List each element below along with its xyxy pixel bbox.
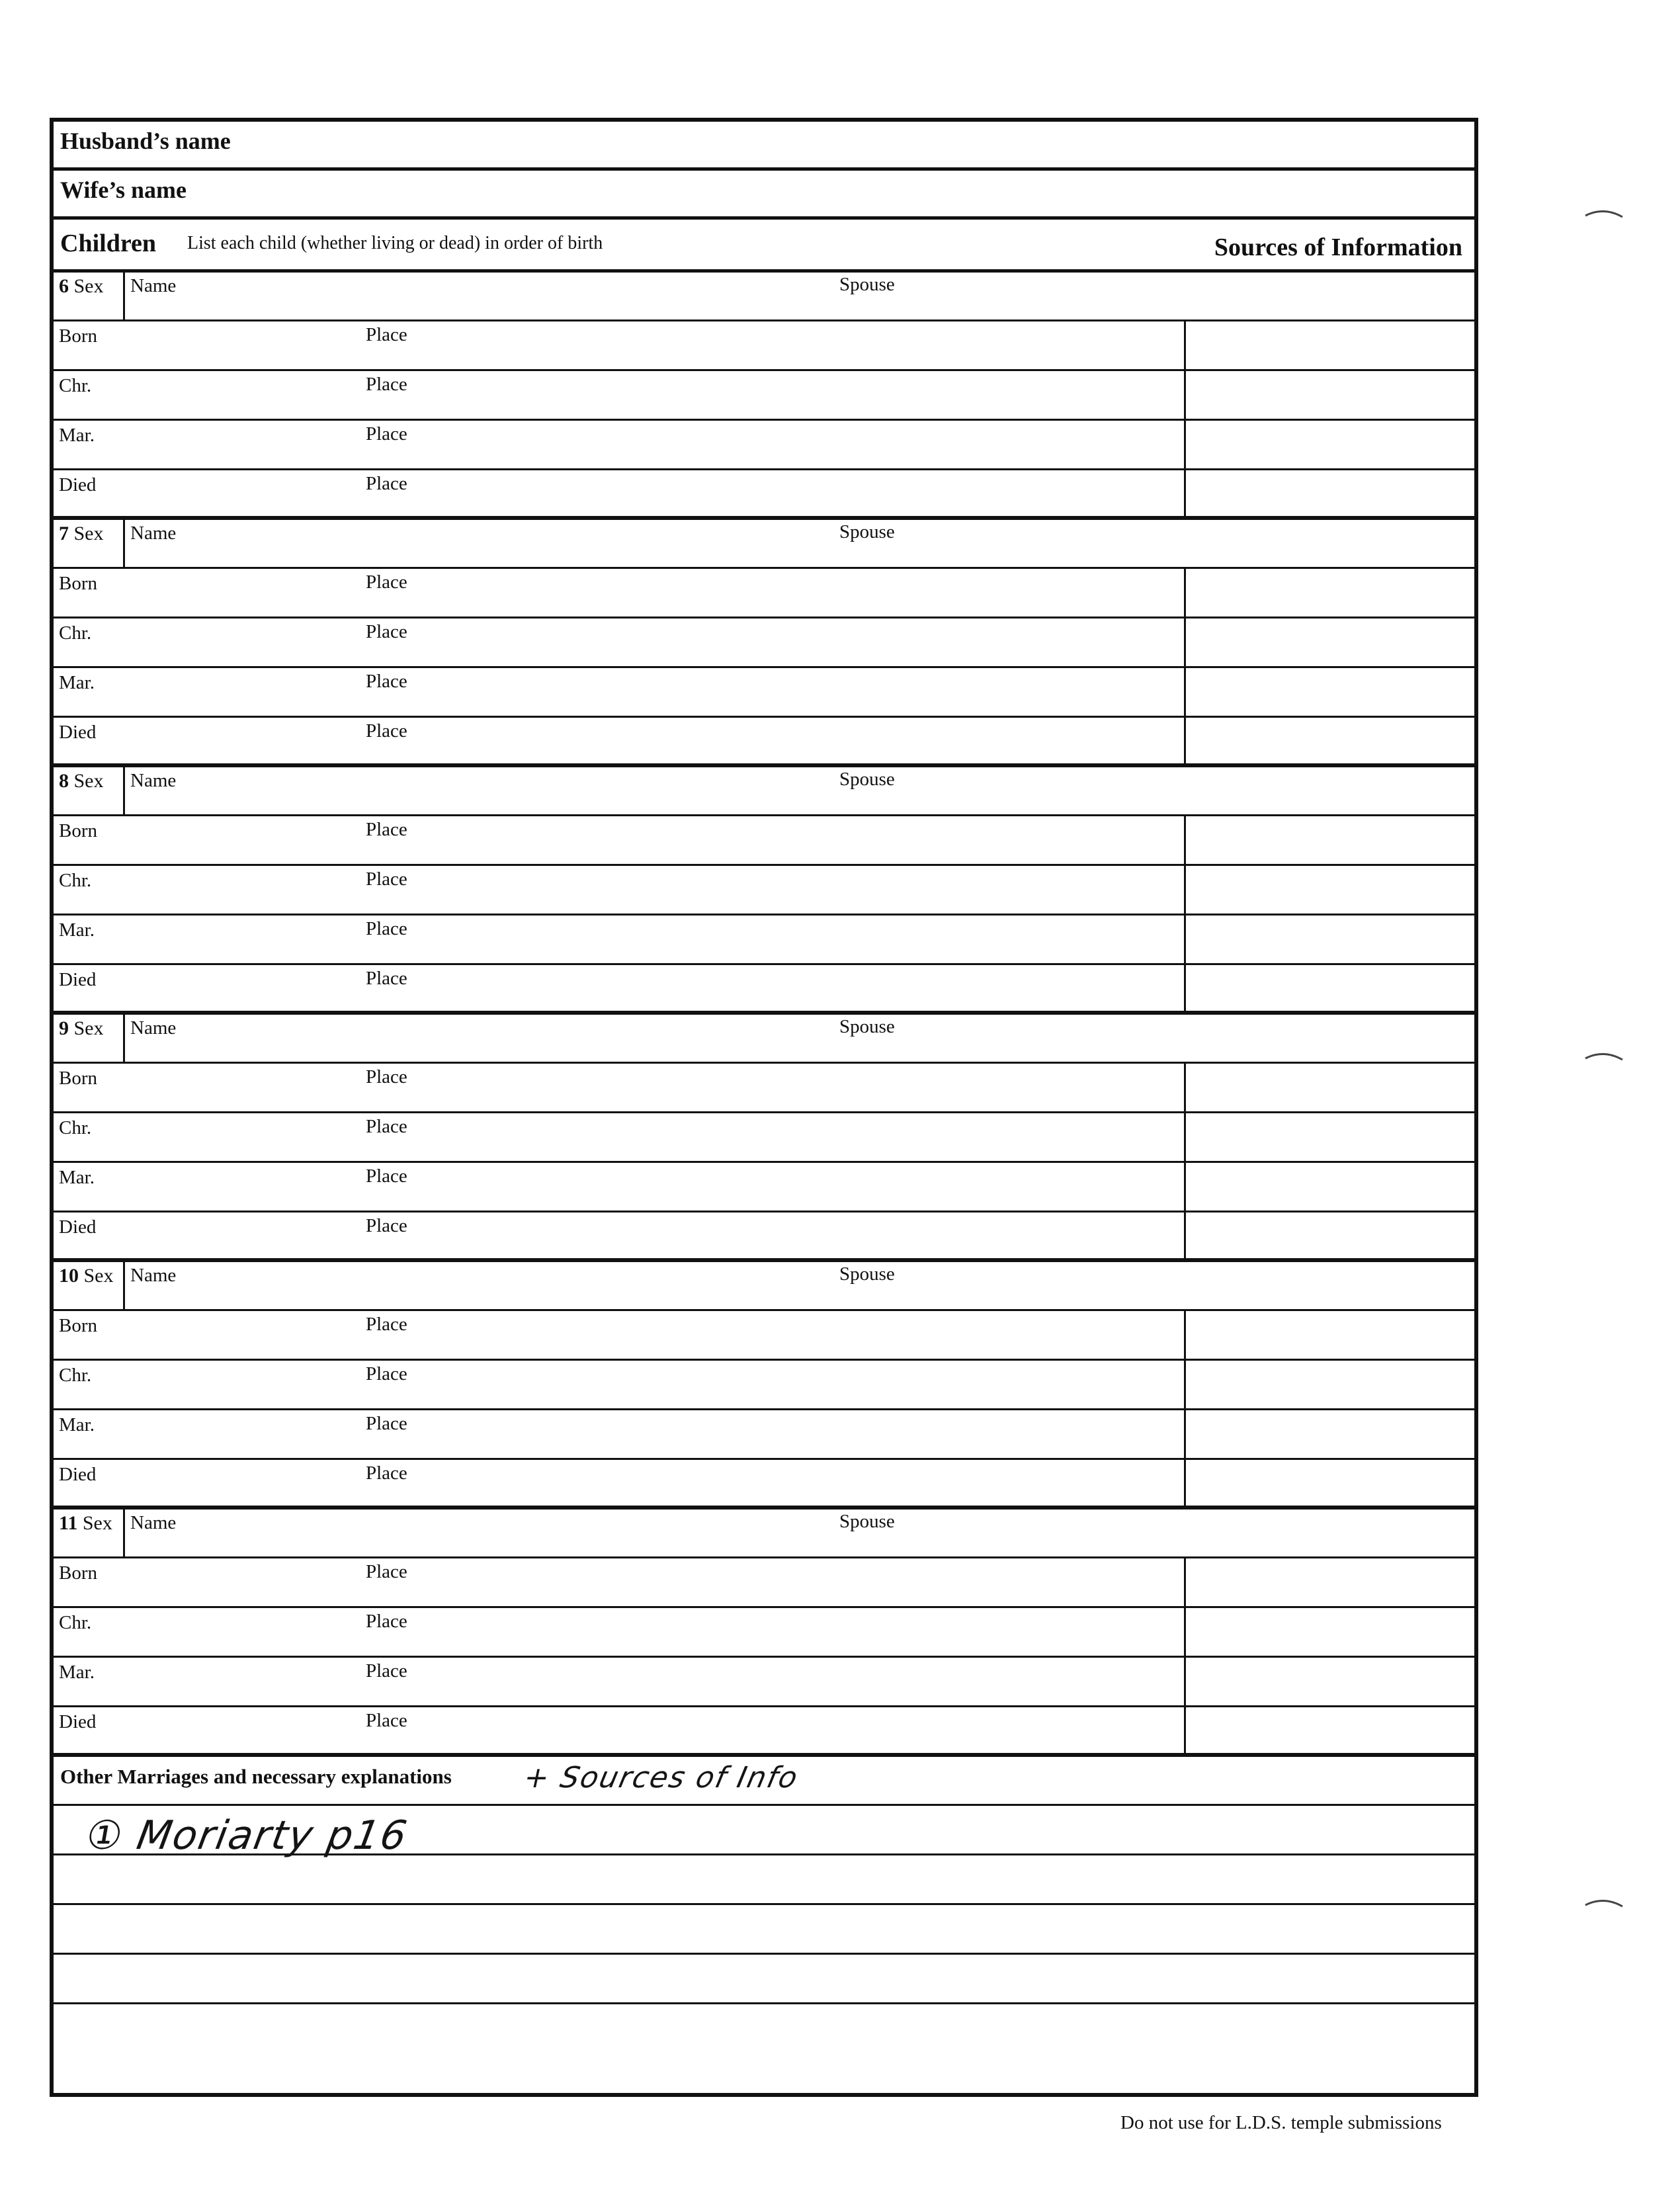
event-label: Mar. xyxy=(59,672,95,693)
place-label: Place xyxy=(366,621,407,642)
other-marriages-header[interactable] xyxy=(54,1757,1474,1806)
event-row[interactable] xyxy=(54,866,1474,915)
child-name-row[interactable] xyxy=(54,520,1474,569)
spouse-label: Spouse xyxy=(839,274,895,295)
place-label: Place xyxy=(366,1363,407,1384)
footer-disclaimer: Do not use for L.D.S. temple submissions xyxy=(1120,2112,1442,2133)
child-number: 9 xyxy=(59,1017,69,1039)
place-label: Place xyxy=(366,1066,407,1087)
sources-column-divider xyxy=(54,569,1186,617)
sex-label: Sex xyxy=(82,1512,112,1534)
event-label: Died xyxy=(59,474,97,495)
child-number-sex xyxy=(59,1017,104,1040)
husband-name-row[interactable] xyxy=(54,122,1474,171)
place-label: Place xyxy=(366,473,407,494)
other-marriages-label: Other Marriages and necessary explanations xyxy=(60,1765,452,1788)
place-label: Place xyxy=(366,968,407,989)
sources-column-divider xyxy=(54,1410,1186,1458)
child-number-sex xyxy=(59,523,104,545)
punch-hole-mark xyxy=(1584,1049,1624,1062)
event-label: Born xyxy=(59,1562,97,1584)
sex-box[interactable] xyxy=(54,520,125,567)
child-block xyxy=(54,273,1474,520)
sources-column-divider xyxy=(54,965,1186,1015)
event-label: Mar. xyxy=(59,919,95,941)
spouse-label: Spouse xyxy=(839,521,895,542)
event-row[interactable] xyxy=(54,470,1474,520)
event-label: Died xyxy=(59,722,97,743)
child-number: 8 xyxy=(59,770,69,792)
sources-column-divider xyxy=(54,321,1186,369)
event-label: Born xyxy=(59,1315,97,1336)
note-line[interactable] xyxy=(54,1806,1474,1859)
name-label: Name xyxy=(130,275,177,296)
sources-column-divider xyxy=(54,668,1186,716)
event-row[interactable] xyxy=(54,321,1474,371)
sources-column-divider xyxy=(54,915,1186,963)
place-label: Place xyxy=(366,869,407,890)
child-number-sex xyxy=(59,275,104,298)
event-label: Mar. xyxy=(59,1662,95,1683)
sources-column-divider xyxy=(54,470,1186,520)
child-name-row[interactable] xyxy=(54,767,1474,816)
children-description: List each child (whether living or dead) in order of birth xyxy=(187,233,603,253)
children-header xyxy=(54,220,1474,273)
sex-box[interactable] xyxy=(54,273,125,319)
sources-column-divider xyxy=(54,816,1186,864)
child-number: 7 xyxy=(59,523,69,544)
handwritten-sources-note: + Sources of Info xyxy=(521,1761,802,1795)
handwritten-moriarty-note: ① Moriarty p16 xyxy=(82,1812,411,1859)
event-label: Chr. xyxy=(59,1117,92,1138)
event-label: Chr. xyxy=(59,1612,92,1633)
note-line[interactable] xyxy=(54,1955,1474,2004)
place-label: Place xyxy=(366,1413,407,1434)
event-label: Died xyxy=(59,1711,97,1732)
event-row[interactable] xyxy=(54,1212,1474,1262)
place-label: Place xyxy=(366,423,407,445)
sources-title: Sources of Information xyxy=(1214,234,1462,261)
event-row[interactable] xyxy=(54,1361,1474,1410)
sources-column-divider xyxy=(54,1460,1186,1510)
punch-hole-mark xyxy=(1584,1896,1624,1909)
child-number: 10 xyxy=(59,1265,79,1287)
child-name-row[interactable] xyxy=(54,1015,1474,1064)
event-row[interactable] xyxy=(54,1707,1474,1757)
child-block xyxy=(54,1510,1474,1757)
sex-box[interactable] xyxy=(54,1262,125,1309)
child-block xyxy=(54,1262,1474,1510)
punch-hole-mark xyxy=(1584,206,1624,220)
event-row[interactable] xyxy=(54,1608,1474,1658)
event-row[interactable] xyxy=(54,965,1474,1015)
place-label: Place xyxy=(366,1314,407,1335)
child-block xyxy=(54,1015,1474,1262)
sources-column-divider xyxy=(54,1163,1186,1211)
place-label: Place xyxy=(366,1166,407,1187)
place-label: Place xyxy=(366,671,407,692)
note-line[interactable] xyxy=(54,1855,1474,1905)
place-label: Place xyxy=(366,819,407,840)
place-label: Place xyxy=(366,1660,407,1681)
event-row[interactable] xyxy=(54,816,1474,866)
child-number-sex xyxy=(59,1512,112,1535)
event-row[interactable] xyxy=(54,1658,1474,1707)
spouse-label: Spouse xyxy=(839,769,895,790)
sources-column-divider xyxy=(54,866,1186,914)
event-row[interactable] xyxy=(54,1163,1474,1212)
place-label: Place xyxy=(366,374,407,395)
event-label: Chr. xyxy=(59,1365,92,1386)
place-label: Place xyxy=(366,572,407,593)
event-row[interactable] xyxy=(54,371,1474,421)
child-name-row[interactable] xyxy=(54,273,1474,321)
note-line[interactable] xyxy=(54,1905,1474,1955)
child-number: 6 xyxy=(59,275,69,297)
event-label: Chr. xyxy=(59,870,92,891)
event-label: Chr. xyxy=(59,622,92,644)
event-row[interactable] xyxy=(54,1460,1474,1510)
event-row[interactable] xyxy=(54,1311,1474,1361)
child-name-row[interactable] xyxy=(54,1510,1474,1558)
children-title: Children xyxy=(60,230,157,257)
name-label: Name xyxy=(130,1265,177,1286)
spouse-label: Spouse xyxy=(839,1016,895,1037)
name-label: Name xyxy=(130,523,177,544)
wife-name-label: Wife’s name xyxy=(60,177,187,203)
event-row[interactable] xyxy=(54,668,1474,718)
event-label: Mar. xyxy=(59,425,95,446)
child-number-sex xyxy=(59,770,104,792)
child-block xyxy=(54,520,1474,767)
sources-column-divider xyxy=(54,1608,1186,1656)
event-label: Mar. xyxy=(59,1167,95,1188)
sources-column-divider xyxy=(54,1113,1186,1161)
event-label: Chr. xyxy=(59,375,92,396)
child-number: 11 xyxy=(59,1512,78,1534)
sources-column-divider xyxy=(54,618,1186,666)
sex-label: Sex xyxy=(83,1265,114,1287)
place-label: Place xyxy=(366,1463,407,1484)
sources-column-divider xyxy=(54,1558,1186,1606)
event-row[interactable] xyxy=(54,618,1474,668)
event-row[interactable] xyxy=(54,915,1474,965)
name-label: Name xyxy=(130,1512,177,1533)
sex-label: Sex xyxy=(73,1017,104,1039)
sources-column-divider xyxy=(54,1064,1186,1111)
sources-column-divider xyxy=(54,718,1186,767)
place-label: Place xyxy=(366,324,407,345)
event-label: Died xyxy=(59,1464,97,1485)
sources-column-divider xyxy=(54,1658,1186,1705)
place-label: Place xyxy=(366,918,407,939)
sex-box[interactable] xyxy=(54,1015,125,1062)
wife-name-row[interactable] xyxy=(54,171,1474,220)
sources-column-divider xyxy=(54,1212,1186,1262)
sex-label: Sex xyxy=(73,523,104,544)
event-label: Died xyxy=(59,969,97,990)
child-block xyxy=(54,767,1474,1015)
sex-label: Sex xyxy=(73,770,104,792)
place-label: Place xyxy=(366,1710,407,1731)
event-label: Died xyxy=(59,1216,97,1238)
event-row[interactable] xyxy=(54,1558,1474,1608)
event-label: Born xyxy=(59,325,97,347)
sex-box[interactable] xyxy=(54,1510,125,1556)
name-label: Name xyxy=(130,1017,177,1039)
spouse-label: Spouse xyxy=(839,1511,895,1532)
name-label: Name xyxy=(130,770,177,791)
place-label: Place xyxy=(366,1215,407,1236)
event-row[interactable] xyxy=(54,421,1474,470)
sources-column-divider xyxy=(54,1311,1186,1359)
event-row[interactable] xyxy=(54,1113,1474,1163)
place-label: Place xyxy=(366,1561,407,1582)
event-label: Born xyxy=(59,1068,97,1089)
event-label: Born xyxy=(59,820,97,841)
place-label: Place xyxy=(366,720,407,742)
sources-column-divider xyxy=(54,421,1186,468)
place-label: Place xyxy=(366,1611,407,1632)
event-row[interactable] xyxy=(54,569,1474,618)
child-name-row[interactable] xyxy=(54,1262,1474,1311)
event-label: Born xyxy=(59,573,97,594)
note-line[interactable] xyxy=(54,2004,1474,2093)
sources-column-divider xyxy=(54,1707,1186,1757)
sex-box[interactable] xyxy=(54,767,125,814)
sex-label: Sex xyxy=(73,275,104,297)
place-label: Place xyxy=(366,1116,407,1137)
event-label: Mar. xyxy=(59,1414,95,1435)
husband-name-label: Husband’s name xyxy=(60,128,231,154)
sources-column-divider xyxy=(54,1361,1186,1408)
event-row[interactable] xyxy=(54,718,1474,767)
spouse-label: Spouse xyxy=(839,1263,895,1285)
sources-column-divider xyxy=(54,371,1186,419)
child-number-sex xyxy=(59,1265,114,1287)
event-row[interactable] xyxy=(54,1410,1474,1460)
family-group-form xyxy=(50,118,1478,2097)
event-row[interactable] xyxy=(54,1064,1474,1113)
